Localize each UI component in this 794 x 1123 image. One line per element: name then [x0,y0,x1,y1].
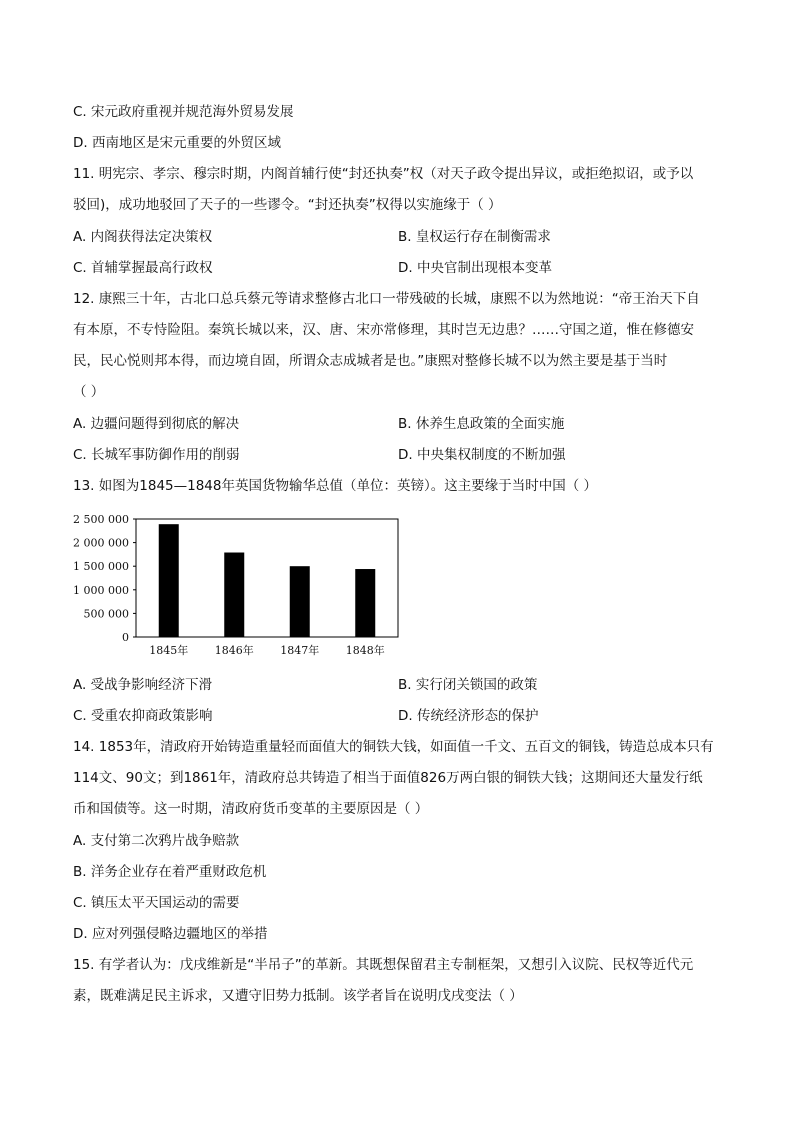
x-tick-label: 1847年 [280,644,320,657]
y-tick-label: 1 000 000 [73,583,129,597]
y-tick-label: 500 000 [83,607,129,621]
bar-1848年 [355,569,375,637]
q13-option-b: B. 实行闭关锁国的政策 [398,677,538,693]
q11-stem-line-1: 11. 明宪宗、孝宗、穆宗时期，内阁首辅行使“封还执奏”权（对天子政令提出异议，或拒绝拟诏，或予以 [73,166,694,182]
q13-bar-chart [60,508,405,658]
q14-stem-line-3: 币和国债等。这一时期，清政府货币变革的主要原因是（ ） [73,801,429,817]
q12-option-b: B. 休养生息政策的全面实施 [398,416,565,432]
q10-option-c: C. 宋元政府重视并规范海外贸易发展 [73,104,294,120]
q13-option-d: D. 传统经济形态的保护 [398,708,539,724]
q10-option-d: D. 西南地区是宋元重要的外贸区域 [73,135,281,151]
q14-stem-line-2: 114文、90文；到1861年，清政府总共铸造了相当于面值826万两白银的铜铁大钱；这期间还大量发行纸 [73,770,703,786]
q13-option-c: C. 受重农抑商政策影响 [73,708,213,724]
q14-stem-line-1: 14. 1853年，清政府开始铸造重量轻而面值大的铜铁大钱，如面值一千文、五百文的铜钱，铸造总成本只有 [73,739,714,755]
q11-option-c: C. 首辅掌握最高行政权 [73,260,213,276]
x-tick-label: 1848年 [345,644,385,657]
q15-stem-line-1: 15. 有学者认为：戊戌维新是“半吊子”的革新。其既想保留君主专制框架，又想引入议院、民权等近代元 [73,957,694,973]
q14-option-c: C. 镇压太平天国运动的需要 [73,895,240,911]
q12-option-c: C. 长城军事防御作用的削弱 [73,447,240,463]
y-tick-label: 0 [122,631,129,644]
q12-stem-line-1: 12. 康熙三十年，古北口总兵蔡元等请求整修古北口一带残破的长城，康熙不以为然地说：“帝王治天下自 [73,291,700,307]
q12-stem-line-4: （ ） [73,384,105,400]
q15-stem-line-2: 素，既难满足民主诉求，又遭守旧势力抵制。该学者旨在说明戊戌变法（ ） [73,988,523,1004]
x-tick-label: 1845年 [149,644,189,657]
q11-option-b: B. 皇权运行存在制衡需求 [398,229,551,245]
q14-option-d: D. 应对列强侵略边疆地区的举措 [73,926,268,942]
q12-stem-line-2: 有本原，不专恃险阻。秦筑长城以来，汉、唐、宋亦常修理，其时岂无边患？……守国之道，惟在修德安 [73,322,694,338]
q11-option-d: D. 中央官制出现根本变革 [398,260,552,276]
q12-option-d: D. 中央集权制度的不断加强 [398,447,566,463]
x-tick-label: 1846年 [214,644,254,657]
q11-option-a: A. 内阁获得法定决策权 [73,229,213,245]
y-tick-label: 1 500 000 [73,560,129,574]
q12-stem-line-3: 民，民心悦则邦本得，而边境自固，所谓众志成城者是也。”康熙对整修长城不以为然主要是基于当时 [73,353,668,369]
y-tick-label: 2 000 000 [73,536,129,550]
q13-option-a: A. 受战争影响经济下滑 [73,677,213,693]
q14-option-b: B. 洋务企业存在着严重财政危机 [73,864,267,880]
bar-1847年 [290,566,310,637]
q14-option-a: A. 支付第二次鸦片战争赔款 [73,833,240,849]
q12-option-a: A. 边疆问题得到彻底的解决 [73,416,240,432]
bar-1845年 [159,524,179,637]
y-tick-label: 2 500 000 [73,513,129,526]
q13-stem: 13. 如图为1845—1848年英国货物输华总值（单位：英镑）。这主要缘于当时中国（ ） [73,478,598,494]
q11-stem-line-2: 驳回)，成功地驳回了天子的一些谬令。“封还执奏”权得以实施缘于（ ） [73,197,502,213]
bar-1846年 [224,553,244,637]
